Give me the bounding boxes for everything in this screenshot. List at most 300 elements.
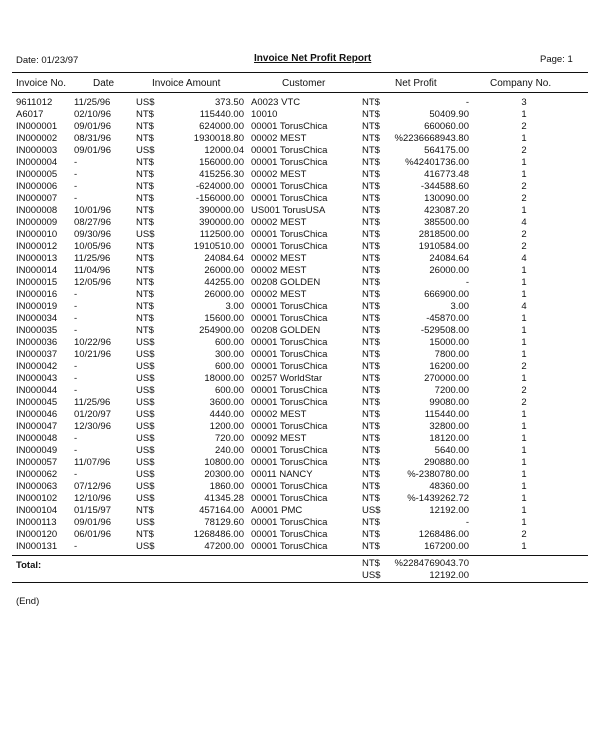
company-no-cell: 4	[521, 217, 527, 228]
profit-currency-cell: NT$	[362, 541, 380, 552]
profit-currency-cell: NT$	[362, 385, 380, 396]
table-row	[0, 541, 600, 553]
invoice-no-cell: IN000049	[16, 445, 58, 456]
amount-currency-cell: NT$	[136, 301, 154, 312]
invoice-amount-cell: -156000.00	[195, 193, 244, 204]
company-no-cell: 1	[521, 265, 527, 276]
company-no-cell: 2	[521, 181, 527, 192]
customer-cell: 00001 TorusChica	[251, 421, 328, 432]
invoice-amount-cell: 415256.30	[199, 169, 244, 180]
invoice-amount-cell: 12000.04	[204, 145, 244, 156]
table-row	[0, 97, 600, 109]
invoice-amount-cell: 18000.00	[204, 373, 244, 384]
date-cell: -	[74, 373, 78, 384]
company-no-cell: 1	[521, 349, 527, 360]
table-row	[0, 493, 600, 505]
table-row	[0, 517, 600, 529]
invoice-no-cell: IN000004	[16, 157, 58, 168]
amount-currency-cell: US$	[136, 469, 155, 480]
date-cell: -	[74, 445, 78, 456]
invoice-amount-cell: 1200.00	[209, 421, 244, 432]
invoice-no-cell: IN000102	[16, 493, 58, 504]
profit-currency-cell: NT$	[362, 205, 380, 216]
profit-currency-cell: NT$	[362, 193, 380, 204]
col-header-date: Date	[93, 78, 115, 89]
invoice-amount-cell: 624000.00	[199, 121, 244, 132]
amount-currency-cell: NT$	[136, 505, 154, 516]
customer-cell: 00257 WorldStar	[251, 373, 323, 384]
net-profit-cell: 26000.00	[429, 265, 469, 276]
amount-currency-cell: NT$	[136, 157, 154, 168]
invoice-no-cell: IN000007	[16, 193, 58, 204]
company-no-cell: 1	[521, 421, 527, 432]
net-profit-cell: 666900.00	[424, 289, 469, 300]
invoice-no-cell: IN000002	[16, 133, 58, 144]
profit-currency-cell: NT$	[362, 133, 380, 144]
invoice-amount-cell: 1930018.80	[193, 133, 244, 144]
net-profit-cell: 50409.90	[429, 109, 469, 120]
profit-currency-cell: NT$	[362, 109, 380, 120]
invoice-amount-cell: 600.00	[214, 385, 244, 396]
net-profit-cell: -	[465, 97, 469, 108]
customer-cell: 00001 TorusChica	[251, 529, 328, 540]
amount-currency-cell: NT$	[136, 121, 154, 132]
invoice-amount-cell: 300.00	[214, 349, 244, 360]
profit-currency-cell: NT$	[362, 493, 380, 504]
total-currency: US$	[362, 570, 381, 581]
invoice-no-cell: IN000063	[16, 481, 58, 492]
profit-currency-cell: NT$	[362, 97, 380, 108]
customer-cell: 00001 TorusChica	[251, 517, 328, 528]
invoice-no-cell: IN000035	[16, 325, 58, 336]
invoice-no-cell: IN000044	[16, 385, 58, 396]
table-row	[0, 169, 600, 181]
customer-cell: 00002 MEST	[251, 217, 307, 228]
profit-currency-cell: NT$	[362, 529, 380, 540]
table-row	[0, 433, 600, 445]
net-profit-cell: 2818500.00	[418, 229, 469, 240]
company-no-cell: 1	[521, 457, 527, 468]
profit-currency-cell: NT$	[362, 301, 380, 312]
date-cell: -	[74, 181, 78, 192]
profit-currency-cell: NT$	[362, 325, 380, 336]
amount-currency-cell: US$	[136, 229, 155, 240]
customer-cell: 00001 TorusChica	[251, 121, 328, 132]
amount-currency-cell: NT$	[136, 217, 154, 228]
date-cell: -	[74, 385, 78, 396]
invoice-amount-cell: 720.00	[214, 433, 244, 444]
date-cell: -	[74, 361, 78, 372]
net-profit-cell: 270000.00	[424, 373, 469, 384]
amount-currency-cell: NT$	[136, 109, 154, 120]
net-profit-cell: 290880.00	[424, 457, 469, 468]
company-no-cell: 3	[521, 97, 527, 108]
profit-currency-cell: NT$	[362, 517, 380, 528]
amount-currency-cell: US$	[136, 433, 155, 444]
net-profit-cell: -344588.60	[420, 181, 469, 192]
table-row	[0, 325, 600, 337]
customer-cell: 00001 TorusChica	[251, 337, 328, 348]
amount-currency-cell: US$	[136, 481, 155, 492]
invoice-no-cell: 9611012	[16, 97, 53, 108]
customer-cell: 00002 MEST	[251, 133, 307, 144]
customer-cell: 00002 MEST	[251, 253, 307, 264]
date-cell: 08/31/96	[74, 133, 111, 144]
invoice-amount-cell: -624000.00	[195, 181, 244, 192]
company-no-cell: 1	[521, 469, 527, 480]
company-no-cell: 1	[521, 445, 527, 456]
net-profit-cell: 5640.00	[434, 445, 469, 456]
table-row	[0, 277, 600, 289]
amount-currency-cell: NT$	[136, 289, 154, 300]
invoice-no-cell: IN000043	[16, 373, 58, 384]
company-no-cell: 1	[521, 409, 527, 420]
date-cell: 02/10/96	[74, 109, 111, 120]
invoice-no-cell: IN000057	[16, 457, 58, 468]
company-no-cell: 1	[521, 313, 527, 324]
company-no-cell: 2	[521, 361, 527, 372]
table-row	[0, 421, 600, 433]
date-cell: 08/27/96	[74, 217, 111, 228]
amount-currency-cell: NT$	[136, 193, 154, 204]
invoice-no-cell: IN000003	[16, 145, 58, 156]
net-profit-cell: -	[465, 277, 469, 288]
amount-currency-cell: US$	[136, 337, 155, 348]
net-profit-cell: 48360.00	[429, 481, 469, 492]
company-no-cell: 1	[521, 337, 527, 348]
invoice-amount-cell: 254900.00	[199, 325, 244, 336]
company-no-cell: 1	[521, 433, 527, 444]
profit-currency-cell: NT$	[362, 169, 380, 180]
invoice-no-cell: IN000048	[16, 433, 58, 444]
amount-currency-cell: US$	[136, 97, 155, 108]
customer-cell: 00001 TorusChica	[251, 457, 328, 468]
amount-currency-cell: NT$	[136, 205, 154, 216]
page-number: Page: 1	[540, 54, 573, 65]
date-cell: -	[74, 433, 78, 444]
amount-currency-cell: US$	[136, 361, 155, 372]
table-row	[0, 481, 600, 493]
date-cell: 09/01/96	[74, 517, 111, 528]
invoice-no-cell: IN000014	[16, 265, 58, 276]
amount-currency-cell: NT$	[136, 133, 154, 144]
company-no-cell: 2	[521, 241, 527, 252]
net-profit-cell: -	[465, 517, 469, 528]
table-row	[0, 265, 600, 277]
profit-currency-cell: NT$	[362, 457, 380, 468]
company-no-cell: 2	[521, 529, 527, 540]
table-row	[0, 109, 600, 121]
table-row	[0, 397, 600, 409]
customer-cell: US001 TorusUSA	[251, 205, 326, 216]
table-row	[0, 313, 600, 325]
invoice-no-cell: IN000013	[16, 253, 58, 264]
invoice-amount-cell: 600.00	[214, 337, 244, 348]
table-row	[0, 157, 600, 169]
company-no-cell: 1	[521, 169, 527, 180]
date-cell: -	[74, 325, 78, 336]
amount-currency-cell: US$	[136, 145, 155, 156]
net-profit-cell: 564175.00	[424, 145, 469, 156]
net-profit-cell: 167200.00	[424, 541, 469, 552]
net-profit-cell: 15000.00	[429, 337, 469, 348]
profit-currency-cell: NT$	[362, 469, 380, 480]
table-row	[0, 505, 600, 517]
amount-currency-cell: US$	[136, 349, 155, 360]
customer-cell: 00001 TorusChica	[251, 313, 328, 324]
profit-currency-cell: NT$	[362, 421, 380, 432]
table-row	[0, 445, 600, 457]
profit-currency-cell: NT$	[362, 145, 380, 156]
invoice-amount-cell: 390000.00	[199, 205, 244, 216]
profit-currency-cell: NT$	[362, 121, 380, 132]
invoice-no-cell: IN000006	[16, 181, 58, 192]
customer-cell: 00001 TorusChica	[251, 157, 328, 168]
net-profit-cell: 385500.00	[424, 217, 469, 228]
date-cell: -	[74, 469, 78, 480]
report-title: Invoice Net Profit Report	[254, 53, 372, 64]
invoice-amount-cell: 26000.00	[204, 289, 244, 300]
profit-currency-cell: NT$	[362, 445, 380, 456]
invoice-amount-cell: 240.00	[214, 445, 244, 456]
invoice-no-cell: IN000062	[16, 469, 58, 480]
amount-currency-cell: US$	[136, 385, 155, 396]
profit-currency-cell: NT$	[362, 217, 380, 228]
net-profit-cell: 1268486.00	[418, 529, 469, 540]
company-no-cell: 1	[521, 505, 527, 516]
col-header-net-profit: Net Profit	[395, 78, 437, 89]
customer-cell: 00001 TorusChica	[251, 397, 328, 408]
invoice-no-cell: IN000012	[16, 241, 58, 252]
date-cell: 12/05/96	[74, 277, 111, 288]
profit-currency-cell: NT$	[362, 409, 380, 420]
customer-cell: 00002 MEST	[251, 169, 307, 180]
table-row	[0, 229, 600, 241]
customer-cell: 00001 TorusChica	[251, 493, 328, 504]
table-row	[0, 253, 600, 265]
net-profit-cell: %-1439262.72	[407, 493, 469, 504]
profit-currency-cell: NT$	[362, 481, 380, 492]
total-rule-bottom	[12, 582, 588, 583]
total-value: %2284769043.70	[394, 558, 469, 569]
invoice-no-cell: IN000001	[16, 121, 58, 132]
date-cell: 11/25/96	[74, 397, 111, 408]
invoice-amount-cell: 78129.60	[204, 517, 244, 528]
date-cell: -	[74, 301, 78, 312]
amount-currency-cell: NT$	[136, 313, 154, 324]
amount-currency-cell: NT$	[136, 181, 154, 192]
col-header-company-no: Company No.	[490, 78, 552, 89]
customer-cell: A0001 PMC	[251, 505, 303, 516]
profit-currency-cell: NT$	[362, 397, 380, 408]
net-profit-cell: 18120.00	[429, 433, 469, 444]
net-profit-cell: 416773.48	[424, 169, 469, 180]
company-no-cell: 2	[521, 121, 527, 132]
net-profit-cell: 32800.00	[429, 421, 469, 432]
customer-cell: 00092 MEST	[251, 433, 307, 444]
amount-currency-cell: US$	[136, 445, 155, 456]
total-currency: NT$	[362, 558, 380, 569]
net-profit-cell: 24084.64	[429, 253, 469, 264]
company-no-cell: 1	[521, 109, 527, 120]
invoice-amount-cell: 10800.00	[204, 457, 244, 468]
table-row	[0, 145, 600, 157]
amount-currency-cell: NT$	[136, 277, 154, 288]
amount-currency-cell: US$	[136, 421, 155, 432]
profit-currency-cell: NT$	[362, 349, 380, 360]
invoice-no-cell: IN000034	[16, 313, 58, 324]
net-profit-cell: 130090.00	[424, 193, 469, 204]
customer-cell: 00002 MEST	[251, 265, 307, 276]
profit-currency-cell: NT$	[362, 265, 380, 276]
invoice-amount-cell: 15600.00	[204, 313, 244, 324]
company-no-cell: 1	[521, 277, 527, 288]
profit-currency-cell: NT$	[362, 157, 380, 168]
invoice-no-cell: IN000047	[16, 421, 58, 432]
customer-cell: 00208 GOLDEN	[251, 325, 321, 336]
date-cell: 06/01/96	[74, 529, 111, 540]
col-header-customer: Customer	[282, 78, 326, 89]
table-row	[0, 469, 600, 481]
date-cell: 09/01/96	[74, 121, 111, 132]
profit-currency-cell: NT$	[362, 241, 380, 252]
table-row	[0, 457, 600, 469]
profit-currency-cell: US$	[362, 505, 381, 516]
invoice-no-cell: IN000104	[16, 505, 58, 516]
invoice-no-cell: IN000009	[16, 217, 58, 228]
date-cell: 10/22/96	[74, 337, 111, 348]
invoice-amount-cell: 44255.00	[204, 277, 244, 288]
company-no-cell: 1	[521, 493, 527, 504]
net-profit-cell: 423087.20	[424, 205, 469, 216]
profit-currency-cell: NT$	[362, 373, 380, 384]
amount-currency-cell: US$	[136, 397, 155, 408]
net-profit-cell: 115440.00	[424, 409, 469, 420]
amount-currency-cell: NT$	[136, 529, 154, 540]
customer-cell: 00001 TorusChica	[251, 361, 328, 372]
total-line	[0, 570, 600, 582]
invoice-amount-cell: 3.00	[225, 301, 244, 312]
customer-cell: 00001 TorusChica	[251, 349, 328, 360]
net-profit-cell: -529508.00	[420, 325, 469, 336]
invoice-amount-cell: 26000.00	[204, 265, 244, 276]
company-no-cell: 1	[521, 541, 527, 552]
customer-cell: 00001 TorusChica	[251, 445, 328, 456]
table-row	[0, 241, 600, 253]
table-row	[0, 373, 600, 385]
customer-cell: 00001 TorusChica	[251, 229, 328, 240]
customer-cell: 00001 TorusChica	[251, 301, 328, 312]
customer-cell: 00001 TorusChica	[251, 181, 328, 192]
date-cell: -	[74, 289, 78, 300]
date-cell: -	[74, 193, 78, 204]
date-cell: 10/01/96	[74, 205, 111, 216]
table-row	[0, 121, 600, 133]
table-row	[0, 349, 600, 361]
date-cell: 12/10/96	[74, 493, 111, 504]
table-row	[0, 181, 600, 193]
amount-currency-cell: US$	[136, 457, 155, 468]
net-profit-cell: 16200.00	[429, 361, 469, 372]
amount-currency-cell: US$	[136, 541, 155, 552]
net-profit-cell: 3.00	[450, 301, 469, 312]
company-no-cell: 1	[521, 133, 527, 144]
invoice-no-cell: IN000010	[16, 229, 58, 240]
customer-cell: 00002 MEST	[251, 289, 307, 300]
net-profit-cell: 7800.00	[434, 349, 469, 360]
date-cell: 10/05/96	[74, 241, 111, 252]
total-value: 12192.00	[429, 570, 469, 581]
table-row	[0, 361, 600, 373]
invoice-no-cell: IN000037	[16, 349, 58, 360]
invoice-no-cell: IN000019	[16, 301, 58, 312]
amount-currency-cell: US$	[136, 373, 155, 384]
date-cell: 07/12/96	[74, 481, 111, 492]
invoice-no-cell: IN000046	[16, 409, 58, 420]
customer-cell: 00001 TorusChica	[251, 193, 328, 204]
company-no-cell: 4	[521, 301, 527, 312]
net-profit-cell: %2236668943.80	[394, 133, 469, 144]
date-cell: 09/01/96	[74, 145, 111, 156]
date-cell: -	[74, 169, 78, 180]
invoice-amount-cell: 47200.00	[204, 541, 244, 552]
date-cell: 09/30/96	[74, 229, 111, 240]
invoice-amount-cell: 1910510.00	[193, 241, 244, 252]
company-no-cell: 1	[521, 289, 527, 300]
table-row	[0, 193, 600, 205]
date-cell: -	[74, 541, 78, 552]
invoice-no-cell: IN000036	[16, 337, 58, 348]
invoice-amount-cell: 156000.00	[199, 157, 244, 168]
table-row	[0, 289, 600, 301]
date-cell: 01/15/97	[74, 505, 111, 516]
amount-currency-cell: NT$	[136, 169, 154, 180]
company-no-cell: 1	[521, 205, 527, 216]
company-no-cell: 1	[521, 157, 527, 168]
table-row	[0, 337, 600, 349]
profit-currency-cell: NT$	[362, 229, 380, 240]
invoice-amount-cell: 20300.00	[204, 469, 244, 480]
profit-currency-cell: NT$	[362, 181, 380, 192]
date-cell: 11/25/96	[74, 97, 111, 108]
date-cell: -	[74, 313, 78, 324]
company-no-cell: 2	[521, 145, 527, 156]
invoice-amount-cell: 457164.00	[199, 505, 244, 516]
amount-currency-cell: US$	[136, 493, 155, 504]
company-no-cell: 1	[521, 373, 527, 384]
net-profit-cell: %-2380780.00	[407, 469, 469, 480]
invoice-no-cell: IN000042	[16, 361, 58, 372]
company-no-cell: 2	[521, 193, 527, 204]
customer-cell: 00001 TorusChica	[251, 481, 328, 492]
customer-cell: 00011 NANCY	[251, 469, 313, 480]
company-no-cell: 4	[521, 253, 527, 264]
table-row	[0, 385, 600, 397]
profit-currency-cell: NT$	[362, 337, 380, 348]
invoice-no-cell: IN000113	[16, 517, 57, 528]
company-no-cell: 1	[521, 481, 527, 492]
total-rule-top	[12, 555, 588, 556]
customer-cell: 00001 TorusChica	[251, 541, 328, 552]
total-label: Total:	[16, 560, 42, 571]
invoice-amount-cell: 373.50	[214, 97, 244, 108]
date-cell: 01/20/97	[74, 409, 111, 420]
invoice-no-cell: IN000016	[16, 289, 58, 300]
customer-cell: 00001 TorusChica	[251, 145, 328, 156]
net-profit-cell: 12192.00	[429, 505, 469, 516]
invoice-amount-cell: 4440.00	[209, 409, 244, 420]
table-row	[0, 529, 600, 541]
